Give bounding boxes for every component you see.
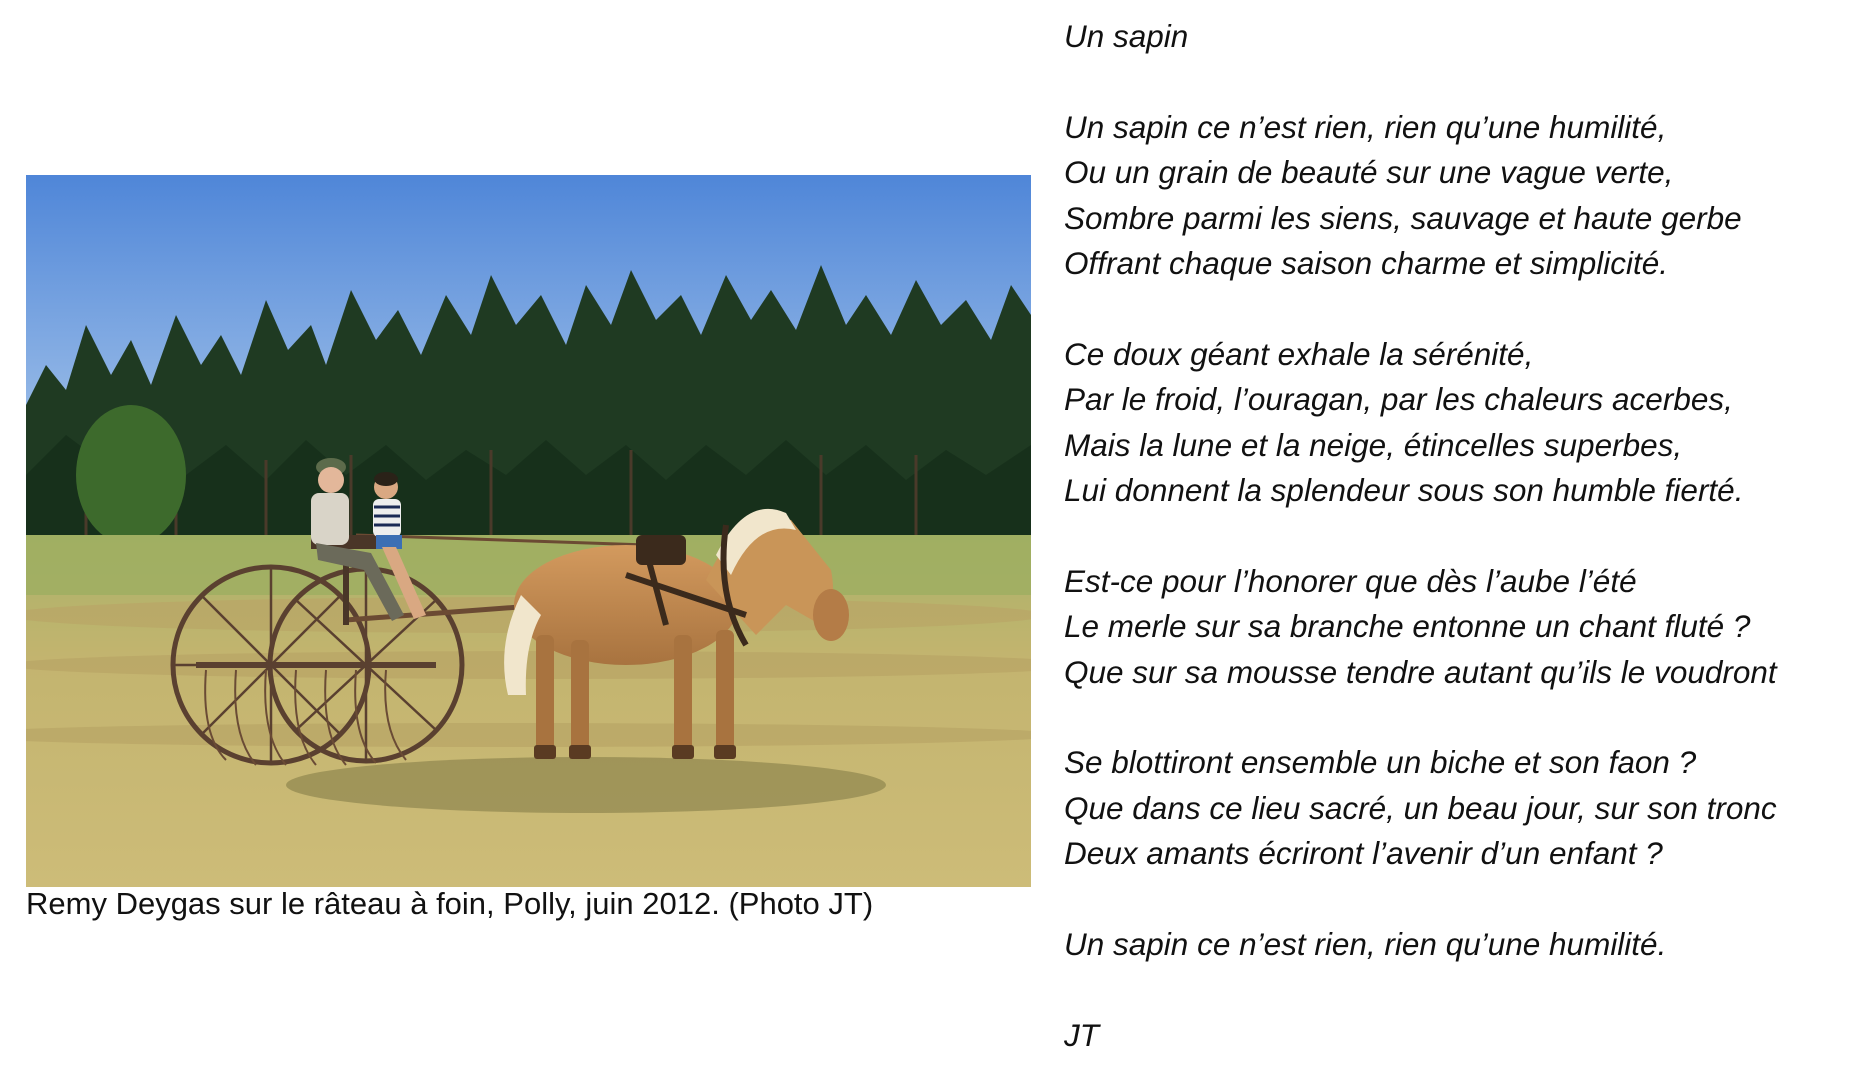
poem-line: Deux amants écriront l’avenir d’un enfant ? [1064, 835, 1663, 872]
poem-line: Un sapin ce n’est rien, rien qu’une humilité. [1064, 926, 1667, 963]
photo-illustration [26, 175, 1031, 887]
leafy-tree [76, 405, 186, 545]
stanza-gap [1064, 513, 1864, 558]
photo-caption: Remy Deygas sur le râteau à foin, Polly, juin 2012. (Photo JT) [26, 886, 874, 921]
poem-line: Est-ce pour l’honorer que dès l’aube l’été [1064, 562, 1637, 599]
poem [1064, 14, 1864, 1058]
stanza-gap [1064, 286, 1864, 331]
horse-hay-rake-photo [26, 175, 1031, 887]
stanza-gap [1064, 967, 1864, 1012]
poem-line: Ce doux géant exhale la sérénité, [1064, 335, 1534, 372]
poem-line: Ou un grain de beauté sur une vague verte, [1064, 154, 1674, 191]
poem-line: Le merle sur sa branche entonne un chant fluté ? [1064, 608, 1751, 645]
poem-line: Par le froid, l’ouragan, par les chaleurs acerbes, [1064, 381, 1733, 418]
poem-line: Sombre parmi les siens, sauvage et haute gerbe [1064, 199, 1742, 236]
stanza-gap [1064, 695, 1864, 740]
poem-line: Un sapin ce n’est rien, rien qu’une humilité, [1064, 108, 1667, 145]
poem-line: Que dans ce lieu sacré, un beau jour, sur son tronc [1064, 789, 1777, 826]
poem-line: Que sur sa mousse tendre autant qu’ils le voudront [1064, 653, 1777, 690]
ground-shadow [286, 757, 886, 813]
poem-signature: JT [1064, 1016, 1099, 1053]
poem-line: Offrant chaque saison charme et simplicité. [1064, 245, 1669, 282]
poem-line: Se blottiront ensemble un biche et son faon ? [1064, 744, 1697, 781]
stanza-gap [1064, 59, 1864, 104]
poem-line: Lui donnent la splendeur sous son humble fierté. [1064, 472, 1744, 509]
stanza-gap [1064, 877, 1864, 922]
poem-line: Mais la lune et la neige, étincelles superbes, [1064, 426, 1683, 463]
poem-title: Un sapin [1064, 18, 1189, 54]
